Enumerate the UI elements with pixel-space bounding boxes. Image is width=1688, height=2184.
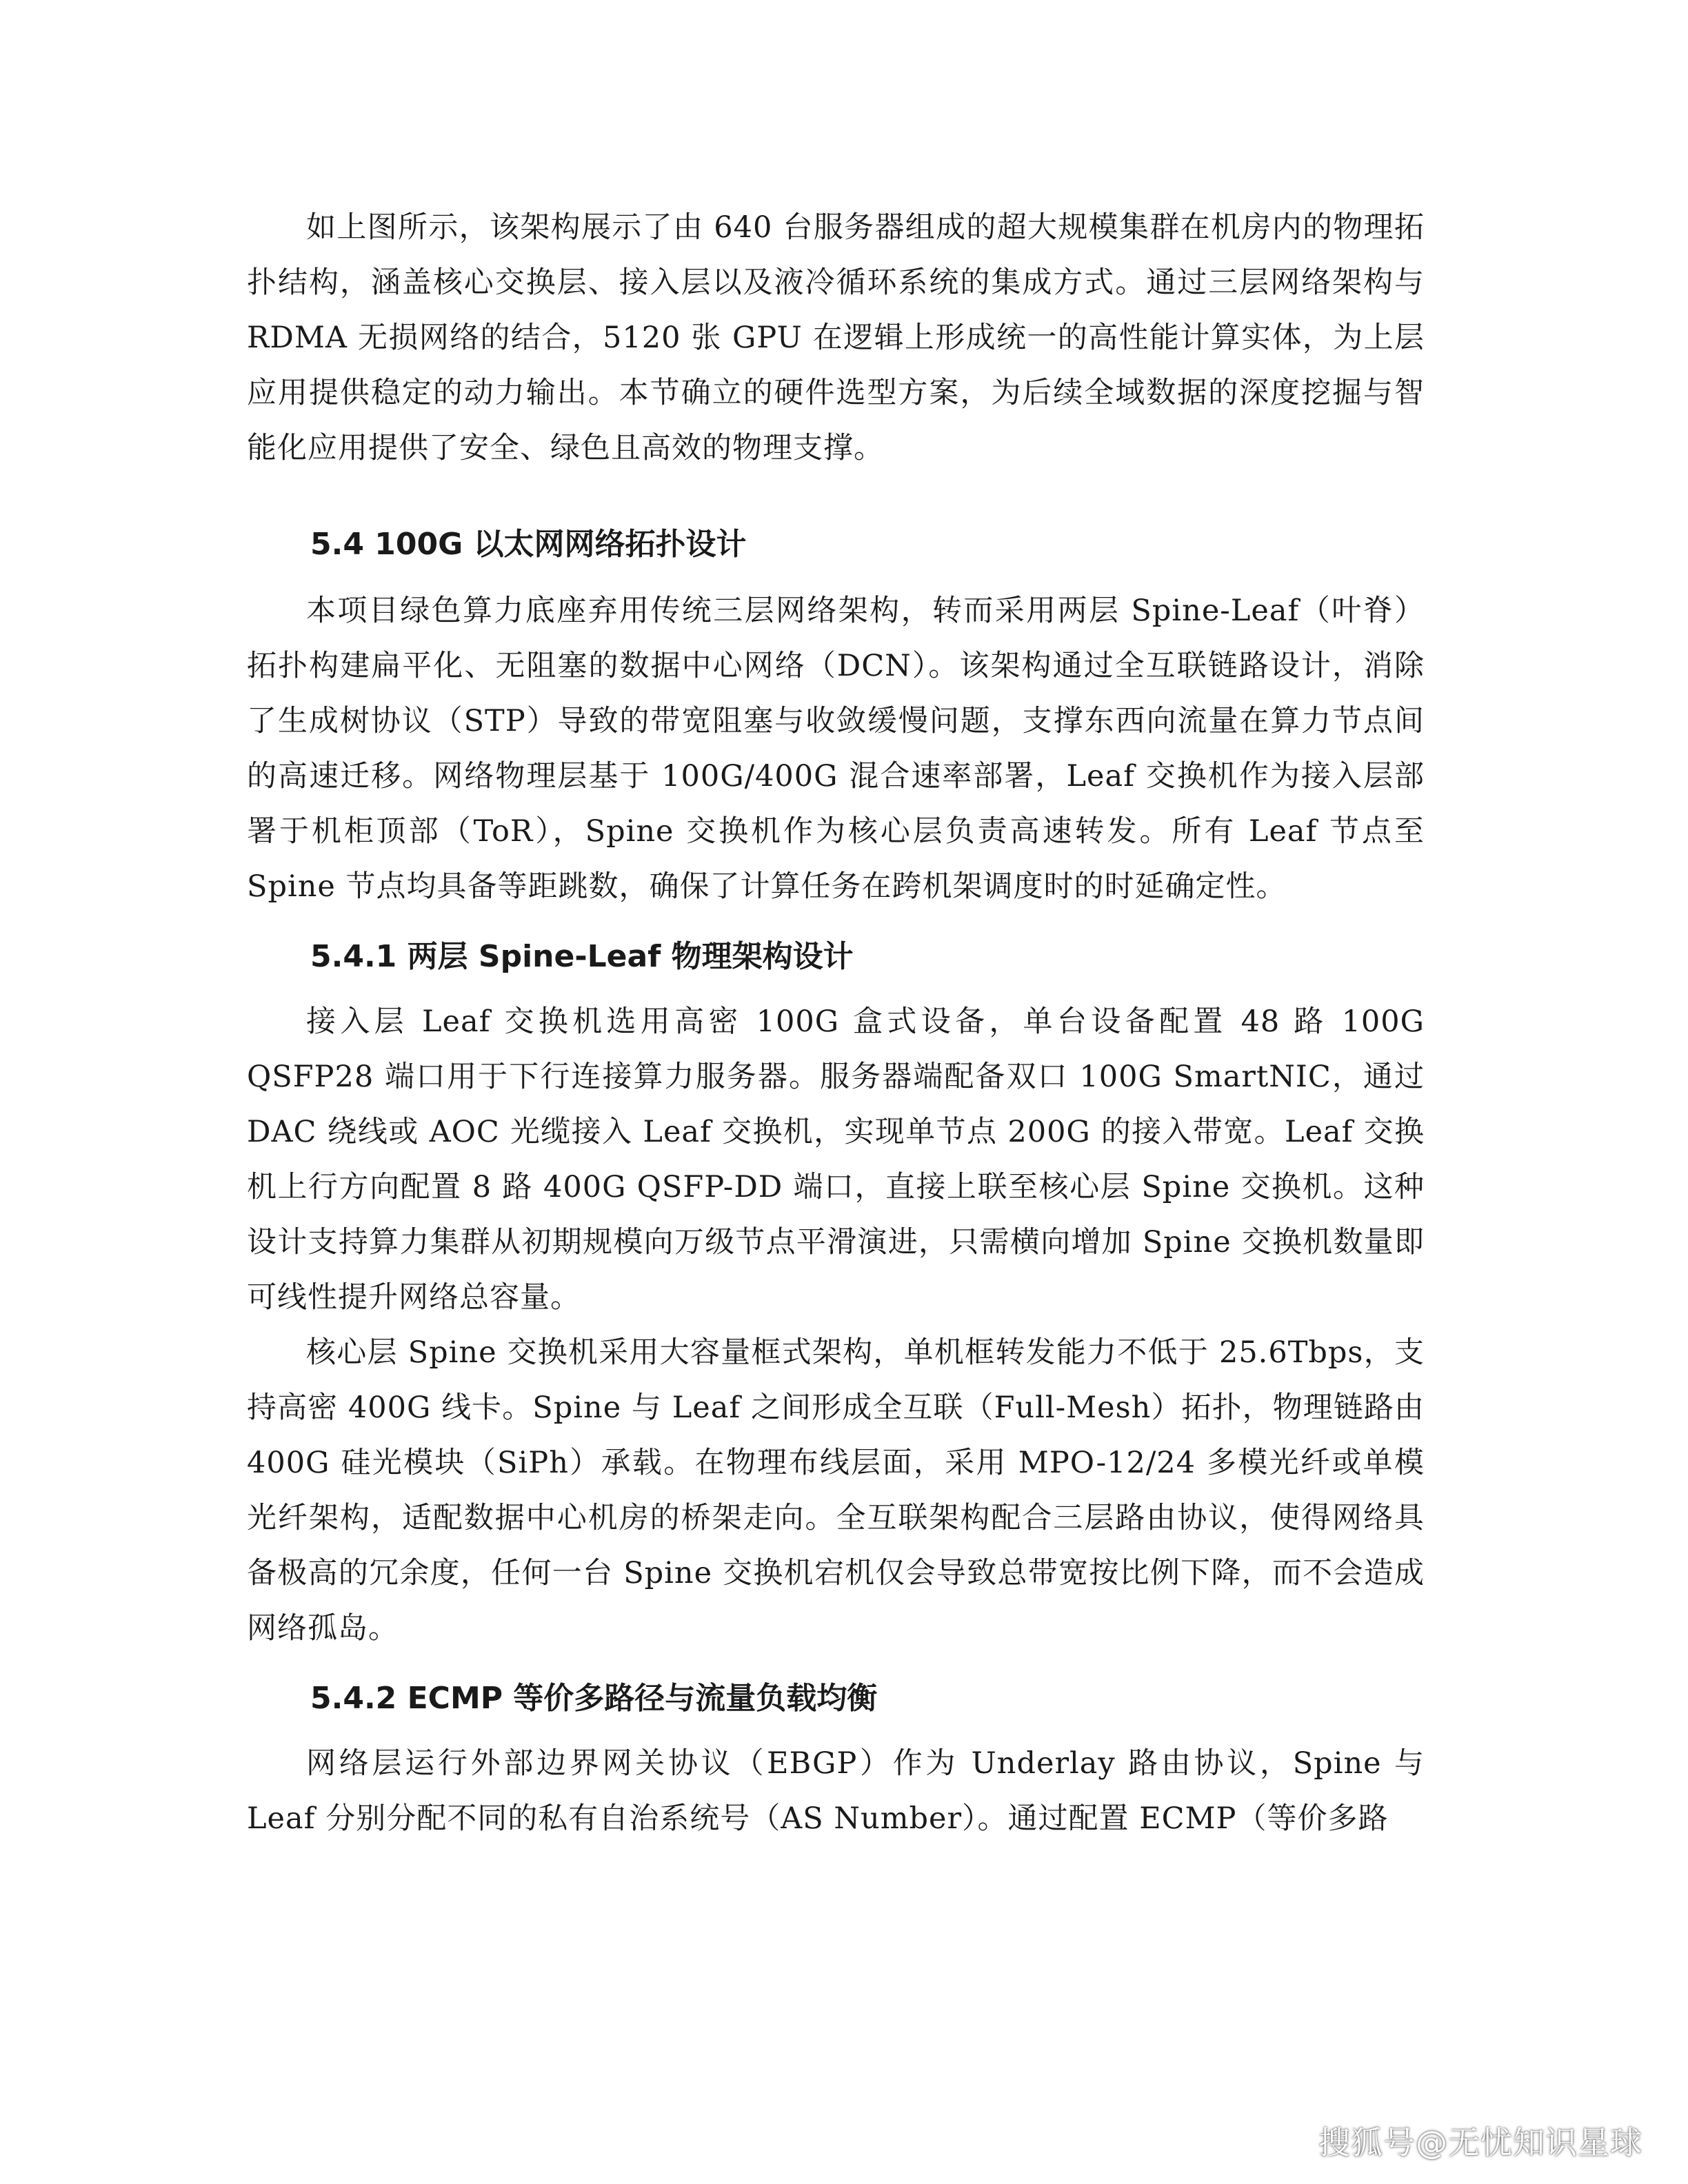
watermark: 搜狐号@无忧知识星球	[1318, 2124, 1642, 2161]
document-page	[247, 200, 1425, 1846]
paragraph-leaf-layer: 接入层 Leaf 交换机选用高密 100G 盒式设备，单台设备配置 48 路 100G QSFP28 端口用于下行连接算力服务器。服务器端配备双口 100G SmartNIC，通过 DAC 绕线或 AOC 光缆接入 Leaf 交换机，实现单节点 200G 的接入带宽。Leaf 交换机上行方向配置 8 路 400G QSFP-DD 端口，直接上联至核心层 Spine 交换机。这种设计支持算力集群从初期规模向万级节点平滑演进，只需横向增加 Spine 交换机数量即可线性提升网络总容量。	[247, 1004, 1425, 1315]
section-heading-5-4: 5.4 100G 以太网网络拓扑设计	[310, 527, 747, 562]
section-heading-5-4-2: 5.4.2 ECMP 等价多路径与流量负载均衡	[310, 1681, 878, 1716]
paragraph-spine-layer: 核心层 Spine 交换机采用大容量框式架构，单机框转发能力不低于 25.6Tbps，支持高密 400G 线卡。Spine 与 Leaf 之间形成全互联（Full-Mesh）拓扑，物理链路由 400G 硅光模块（SiPh）承载。在物理布线层面，采用 MPO-12/24 多模光纤或单模光纤架构，适配数据中心机房的桥架走向。全互联架构配合三层路由协议，使得网络具备极高的冗余度，任何一台 Spine 交换机宕机仅会导致总带宽按比例下降，而不会造成网络孤岛。	[247, 1335, 1425, 1646]
section-heading-5-4-1: 5.4.1 两层 Spine-Leaf 物理架构设计	[310, 939, 854, 974]
paragraph-intro: 如上图所示，该架构展示了由 640 台服务器组成的超大规模集群在机房内的物理拓扑结构，涵盖核心交换层、接入层以及液冷循环系统的集成方式。通过三层网络架构与 RDMA 无损网络的结合，5120 张 GPU 在逻辑上形成统一的高性能计算实体，为上层应用提供稳定的动力输出。本节确立的硬件选型方案，为后续全域数据的深度挖掘与智能化应用提供了安全、绿色且高效的物理支撑。	[247, 210, 1425, 465]
paragraph-ecmp: 网络层运行外部边界网关协议（EBGP）作为 Underlay 路由协议，Spine 与 Leaf 分别分配不同的私有自治系统号（AS Number）。通过配置 ECMP（等价多路	[247, 1746, 1425, 1836]
paragraph-spine-leaf-overview: 本项目绿色算力底座弃用传统三层网络架构，转而采用两层 Spine-Leaf（叶脊）拓扑构建扁平化、无阻塞的数据中心网络（DCN）。该架构通过全互联链路设计，消除了生成树协议（STP）导致的带宽阻塞与收敛缓慢问题，支撑东西向流量在算力节点间的高速迁移。网络物理层基于 100G/400G 混合速率部署，Leaf 交换机作为接入层部署于机柜顶部（ToR），Spine 交换机作为核心层负责高速转发。所有 Leaf 节点至 Spine 节点均具备等距跳数，确保了计算任务在跨机架调度时的时延确定性。	[247, 594, 1425, 904]
